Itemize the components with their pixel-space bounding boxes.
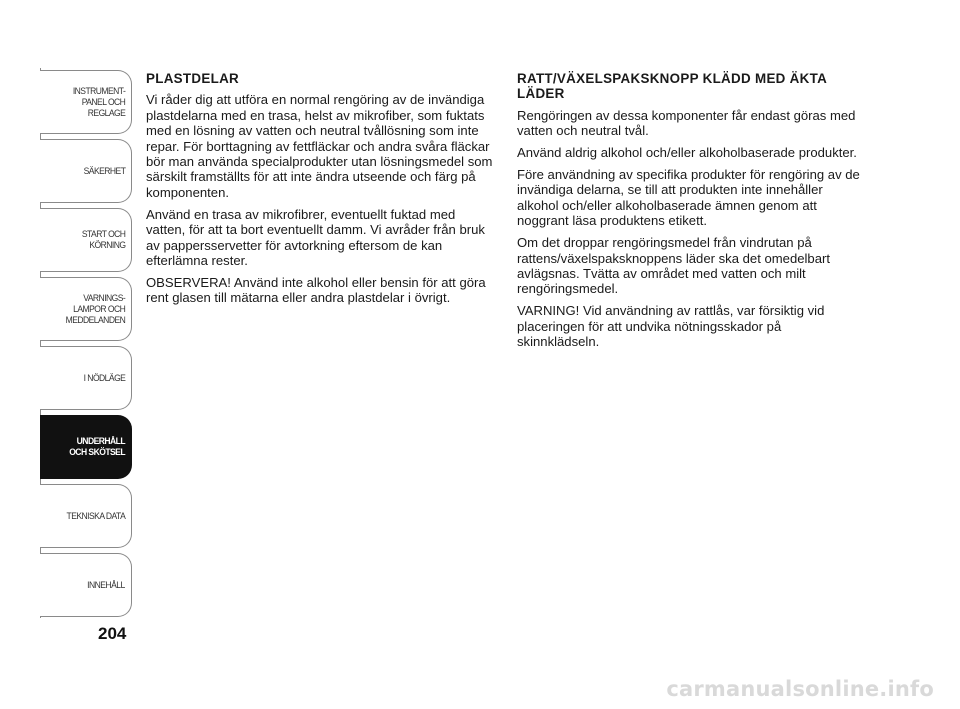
page-number: 204 — [98, 624, 127, 643]
tab-sakerhet[interactable] — [40, 139, 132, 203]
tab-tekniska-data[interactable] — [40, 484, 132, 548]
tab-varningslampor[interactable] — [40, 277, 132, 341]
paragraph: VARNING! Vid användning av rattlås, var försiktig vid placeringen för att undvika nötningsskador på skinnklädseln. — [517, 303, 825, 350]
tab-i-nodlage[interactable] — [40, 346, 132, 410]
tab-label: START OCH KÖRNING — [81, 229, 125, 251]
paragraph: Vi råder dig att utföra en normal rengöring av de invändiga plastdelarna med en trasa, helst av mikrofiber, som fuktats med en lösning av vatten och neutral tvållösning som inte repar. För borttagning av fettfläckar och andra svåra fläckar bör man använda specialprodukter utan lösningsmedel som särskilt framställts för att inte ändra utseende och färg på komponenten. — [146, 92, 493, 200]
right-column — [517, 71, 867, 356]
tab-start-och-korning[interactable] — [40, 208, 132, 272]
paragraph: Rengöringen av dessa komponenter får endast göras med vatten och neutral tvål. — [517, 107, 856, 139]
tab-instrumentpanel[interactable] — [40, 70, 132, 134]
tab-label: TEKNISKA DATA — [66, 510, 125, 522]
tab-label: I NÖDLÄGE — [83, 372, 125, 384]
watermark: carmanualsonline.info — [666, 677, 934, 701]
paragraph: Använd en trasa av mikrofibrer, eventuellt fuktad med vatten, för att ta bort eventuellt damm. Vi avråder från bruk av pappersservetter för avtorkning eftersom de kan efterlämna rester. — [146, 206, 485, 268]
tab-underhall-och-skotsel[interactable] — [40, 415, 132, 479]
paragraph: Före användning av specifika produkter för rengöring av de invändiga delarna, se till att produkten inte innehåller alkohol och/eller alkoholbaserade ämnen genom att noggrant läsa produktens etikett. — [517, 167, 860, 229]
left-column — [146, 71, 494, 312]
section-heading: RATT/VÄXELSPAKSKNOPP KLÄDD MED ÄKTA LÄDER — [517, 71, 827, 102]
chapter-nav — [40, 70, 134, 618]
paragraph: OBSERVERA! Använd inte alkohol eller bensin för att göra rent glasen till mätarna eller andra plastdelar i övrigt. — [146, 274, 486, 306]
section-heading: PLASTDELAR — [146, 71, 240, 86]
tab-label: VARNINGS- LAMPOR OCH MEDDELANDEN — [65, 292, 125, 326]
paragraph: Om det droppar rengöringsmedel från vindrutan på rattens/växelspaksknoppens läder ska det omedelbart avlägsnas. Tvätta av området med vatten och milt rengöringsmedel. — [517, 235, 830, 297]
paragraph: Använd aldrig alkohol och/eller alkoholbaserade produkter. — [517, 145, 857, 161]
tab-label: INSTRUMENT- PANEL OCH REGLAGE — [72, 85, 125, 119]
tab-innehall[interactable] — [40, 553, 132, 617]
tab-label: SÄKERHET — [83, 165, 125, 177]
tab-label: INNEHÅLL — [87, 579, 125, 591]
tab-label: UNDERHÅLL OCH SKÖTSEL — [69, 436, 125, 458]
